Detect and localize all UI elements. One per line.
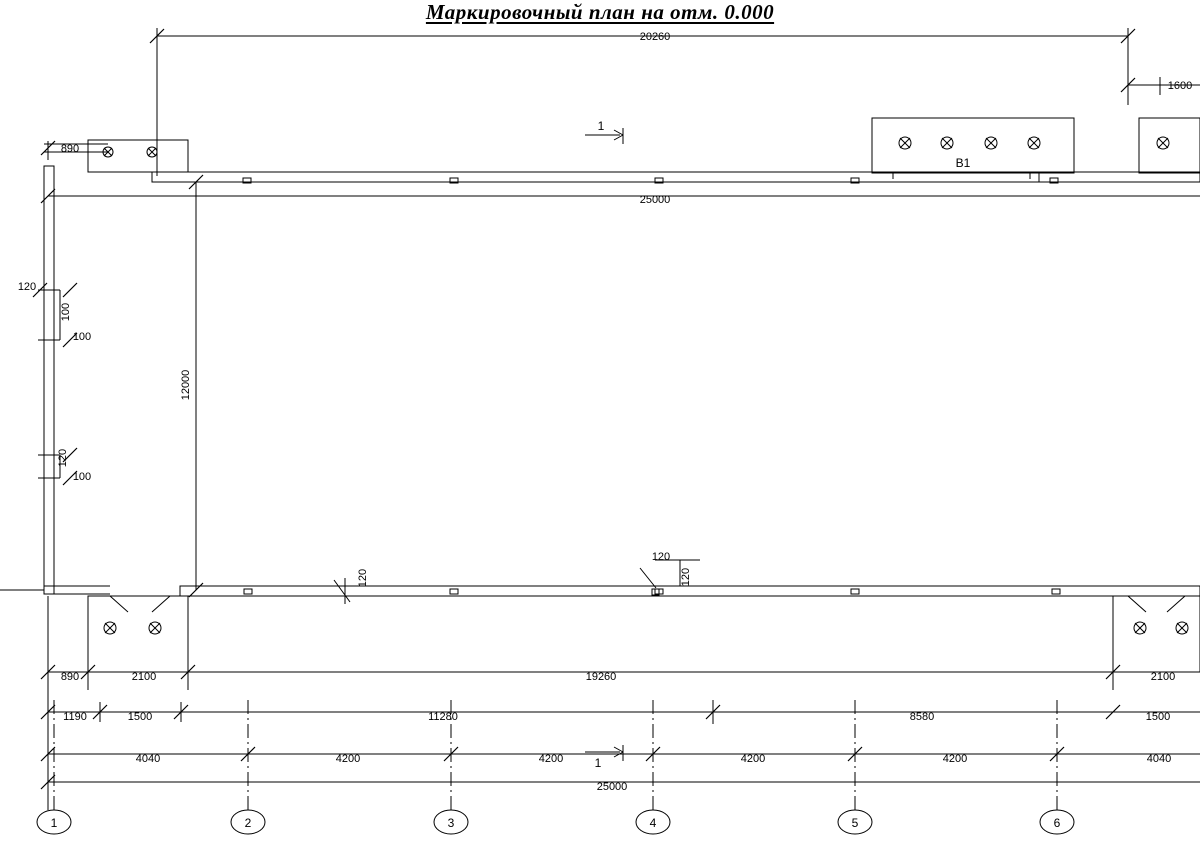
dim-text-120-bottom-3: 120 — [680, 567, 692, 587]
dim-text-25000-top: 25000 — [639, 194, 671, 206]
dim-text-25000-bottom: 25000 — [596, 781, 628, 793]
dim-text-8580: 8580 — [909, 711, 935, 723]
section-mark-bottom: 1 — [594, 756, 602, 770]
beam-mark-b1: B1 — [955, 156, 971, 170]
dim-text-100-left-2: 100 — [72, 471, 92, 483]
dim-text-20260: 20260 — [639, 31, 671, 43]
grid-label-1: 1 — [50, 816, 58, 830]
beam-right-block — [1139, 118, 1200, 173]
grid-label-3: 3 — [447, 816, 455, 830]
dim-text-4200-1: 4200 — [335, 753, 361, 765]
dim-text-120-left-2: 120 — [57, 448, 69, 468]
grid-label-5: 5 — [851, 816, 859, 830]
dim-text-100-left-1: 100 — [72, 331, 92, 343]
top-left-column-block — [88, 140, 188, 172]
dim-text-2100-left: 2100 — [131, 671, 157, 683]
dim-text-19260: 19260 — [585, 671, 617, 683]
dim-text-2100-right: 2100 — [1150, 671, 1176, 683]
dimension-labels — [18, 31, 1192, 793]
dim-text-4040-left: 4040 — [135, 753, 161, 765]
dim-text-120-bottom-1: 120 — [357, 568, 369, 588]
grid-label-4: 4 — [649, 816, 657, 830]
grid-label-6: 6 — [1053, 816, 1061, 830]
bottom-left-column-block — [88, 596, 188, 672]
dim-text-890-bottom: 890 — [60, 671, 80, 683]
dim-text-4200-3: 4200 — [740, 753, 766, 765]
page-title-text: Маркировочный план на отм. 0.000 — [425, 0, 775, 24]
grid-bubble-labels — [51, 816, 1061, 830]
bottom-right-column-block — [1113, 596, 1200, 672]
dim-text-1600: 1600 — [1167, 80, 1193, 92]
dim-text-120-bottom-2: 120 — [651, 551, 671, 563]
dim-text-120-left-1: 120 — [17, 281, 37, 293]
dim-text-12000: 12000 — [180, 369, 192, 401]
dim-text-11280: 11280 — [428, 711, 458, 723]
dim-text-100-left-v: 100 — [60, 302, 72, 322]
dim-text-1190: 1190 — [63, 711, 87, 723]
dim-text-890-top: 890 — [60, 143, 80, 155]
dim-text-4200-4: 4200 — [942, 753, 968, 765]
dim-text-4040-right: 4040 — [1146, 753, 1172, 765]
bottom-wall — [180, 586, 1200, 596]
section-mark-top: 1 — [597, 119, 605, 133]
dim-text-4200-2: 4200 — [538, 753, 564, 765]
dim-text-1500-right: 1500 — [1145, 711, 1171, 723]
dim-text-1500-left: 1500 — [127, 711, 153, 723]
left-wall — [44, 166, 54, 594]
grid-label-2: 2 — [244, 816, 252, 830]
